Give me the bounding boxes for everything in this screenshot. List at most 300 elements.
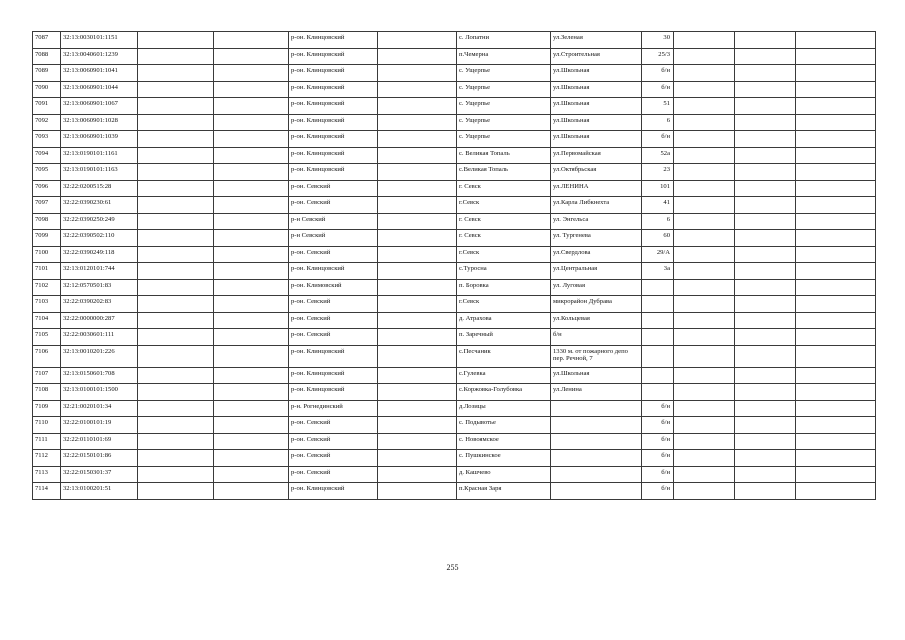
empty-cell xyxy=(214,296,289,313)
table-row xyxy=(33,48,876,65)
empty-cell xyxy=(735,312,796,329)
empty-cell xyxy=(674,279,735,296)
empty-cell xyxy=(735,263,796,280)
house-cell xyxy=(642,312,674,329)
locality-cell: п. Заречный xyxy=(457,329,551,346)
empty-cell xyxy=(735,48,796,65)
empty-cell xyxy=(214,65,289,82)
region-cell: р-н. Рогнединский xyxy=(289,400,378,417)
house-cell: б/н xyxy=(642,131,674,148)
region-cell: р-он. Клинцовский xyxy=(289,65,378,82)
empty-cell xyxy=(378,48,457,65)
house-cell: б/н xyxy=(642,400,674,417)
cadastral-number-cell: 32:22:0390249:118 xyxy=(61,246,138,263)
street-cell: ул.Школьная xyxy=(551,131,642,148)
empty-cell xyxy=(138,197,214,214)
empty-cell xyxy=(735,230,796,247)
empty-cell xyxy=(735,296,796,313)
empty-cell xyxy=(138,131,214,148)
house-cell: 29/А xyxy=(642,246,674,263)
row-number-cell: 7087 xyxy=(33,32,61,49)
empty-cell xyxy=(796,400,876,417)
empty-cell xyxy=(674,367,735,384)
empty-cell xyxy=(214,197,289,214)
empty-cell xyxy=(378,433,457,450)
empty-cell xyxy=(735,213,796,230)
cadastral-number-cell: 32:13:0060901:1041 xyxy=(61,65,138,82)
house-cell: б/н xyxy=(642,466,674,483)
locality-cell: п.Красная Заря xyxy=(457,483,551,500)
house-cell: 60 xyxy=(642,230,674,247)
cadastral-number-cell: 32:21:0020101:34 xyxy=(61,400,138,417)
empty-cell xyxy=(138,98,214,115)
empty-cell xyxy=(674,345,735,367)
empty-cell xyxy=(138,246,214,263)
empty-cell xyxy=(378,279,457,296)
locality-cell: д. Атрахова xyxy=(457,312,551,329)
cadastral-number-cell: 32:22:0390230:61 xyxy=(61,197,138,214)
empty-cell xyxy=(214,230,289,247)
empty-cell xyxy=(378,329,457,346)
empty-cell xyxy=(796,65,876,82)
empty-cell xyxy=(138,230,214,247)
empty-cell xyxy=(214,114,289,131)
table-row xyxy=(33,164,876,181)
cadastral-number-cell: 32:13:0100201:51 xyxy=(61,483,138,500)
cadastral-number-cell: 32:12:0570501:83 xyxy=(61,279,138,296)
empty-cell xyxy=(138,147,214,164)
empty-cell xyxy=(138,65,214,82)
empty-cell xyxy=(796,164,876,181)
table-row xyxy=(33,98,876,115)
empty-cell xyxy=(378,400,457,417)
region-cell: р-он. Клинцовский xyxy=(289,147,378,164)
row-number-cell: 7111 xyxy=(33,433,61,450)
empty-cell xyxy=(674,230,735,247)
empty-cell xyxy=(674,263,735,280)
empty-cell xyxy=(214,279,289,296)
empty-cell xyxy=(214,433,289,450)
cadastral-number-cell: 32:13:0100101:1500 xyxy=(61,384,138,401)
empty-cell xyxy=(378,296,457,313)
house-cell: 41 xyxy=(642,197,674,214)
empty-cell xyxy=(735,433,796,450)
row-number-cell: 7090 xyxy=(33,81,61,98)
empty-cell xyxy=(735,400,796,417)
cadastral-number-cell: 32:13:0040601:1239 xyxy=(61,48,138,65)
house-cell xyxy=(642,384,674,401)
house-cell: 52а xyxy=(642,147,674,164)
street-cell: микрорайон Дубрава xyxy=(551,296,642,313)
row-number-cell: 7114 xyxy=(33,483,61,500)
empty-cell xyxy=(674,65,735,82)
house-cell: б/н xyxy=(642,65,674,82)
empty-cell xyxy=(735,279,796,296)
empty-cell xyxy=(214,213,289,230)
empty-cell xyxy=(138,180,214,197)
empty-cell xyxy=(378,230,457,247)
empty-cell xyxy=(674,197,735,214)
row-number-cell: 7107 xyxy=(33,367,61,384)
empty-cell xyxy=(796,296,876,313)
house-cell: 6 xyxy=(642,114,674,131)
locality-cell: с. Ущерпье xyxy=(457,131,551,148)
empty-cell xyxy=(378,114,457,131)
empty-cell xyxy=(796,417,876,434)
street-cell: ул.Школьная xyxy=(551,114,642,131)
empty-cell xyxy=(378,312,457,329)
empty-cell xyxy=(735,246,796,263)
empty-cell xyxy=(214,164,289,181)
empty-cell xyxy=(378,32,457,49)
empty-cell xyxy=(735,98,796,115)
table-row xyxy=(33,197,876,214)
house-cell: б/н xyxy=(642,483,674,500)
region-cell: р-он. Клинцовский xyxy=(289,367,378,384)
street-cell: ул.Первомайская xyxy=(551,147,642,164)
cadastral-number-cell: 32:22:0390502:110 xyxy=(61,230,138,247)
cadastral-number-cell: 32:13:0190101:1161 xyxy=(61,147,138,164)
cadastral-number-cell: 32:22:0110101:69 xyxy=(61,433,138,450)
cadastral-number-cell: 32:22:0100101:19 xyxy=(61,417,138,434)
empty-cell xyxy=(138,400,214,417)
table-row xyxy=(33,400,876,417)
empty-cell xyxy=(214,48,289,65)
region-cell: р-он. Клинцовский xyxy=(289,114,378,131)
empty-cell xyxy=(735,466,796,483)
empty-cell xyxy=(796,367,876,384)
locality-cell: с. Ущерпье xyxy=(457,98,551,115)
locality-cell: с. Ущерпье xyxy=(457,81,551,98)
row-number-cell: 7099 xyxy=(33,230,61,247)
empty-cell xyxy=(674,417,735,434)
locality-cell: с. Великая Топаль xyxy=(457,147,551,164)
empty-cell xyxy=(796,230,876,247)
region-cell: р-он. Севский xyxy=(289,466,378,483)
row-number-cell: 7095 xyxy=(33,164,61,181)
cadastral-number-cell: 32:22:0200515:28 xyxy=(61,180,138,197)
street-cell: 1330 м. от пожарного депо пер. Речной, 7 xyxy=(551,345,642,367)
empty-cell xyxy=(138,345,214,367)
region-cell: р-он. Севский xyxy=(289,450,378,467)
empty-cell xyxy=(378,213,457,230)
empty-cell xyxy=(735,329,796,346)
table-row xyxy=(33,312,876,329)
empty-cell xyxy=(735,180,796,197)
street-cell xyxy=(551,400,642,417)
row-number-cell: 7089 xyxy=(33,65,61,82)
region-cell: р-он. Клинцовский xyxy=(289,98,378,115)
locality-cell: г. Севск xyxy=(457,180,551,197)
region-cell: р-он. Климовский xyxy=(289,279,378,296)
empty-cell xyxy=(378,263,457,280)
table-row xyxy=(33,483,876,500)
empty-cell xyxy=(735,367,796,384)
house-cell xyxy=(642,367,674,384)
region-cell: р-он. Севский xyxy=(289,417,378,434)
street-cell: ул.Зеленая xyxy=(551,32,642,49)
table-row xyxy=(33,180,876,197)
empty-cell xyxy=(796,48,876,65)
empty-cell xyxy=(138,367,214,384)
locality-cell: г. Севск xyxy=(457,230,551,247)
house-cell: б/н xyxy=(642,433,674,450)
locality-cell: с. Новоямское xyxy=(457,433,551,450)
locality-cell: с. Подывотье xyxy=(457,417,551,434)
row-number-cell: 7091 xyxy=(33,98,61,115)
house-cell: б/н xyxy=(642,417,674,434)
empty-cell xyxy=(378,147,457,164)
empty-cell xyxy=(378,180,457,197)
table-row xyxy=(33,417,876,434)
locality-cell: д.Лозицы xyxy=(457,400,551,417)
empty-cell xyxy=(796,329,876,346)
empty-cell xyxy=(796,263,876,280)
empty-cell xyxy=(796,312,876,329)
empty-cell xyxy=(674,81,735,98)
cadastral-number-cell: 32:13:0060901:1044 xyxy=(61,81,138,98)
region-cell: р-он. Клинцовский xyxy=(289,345,378,367)
empty-cell xyxy=(735,32,796,49)
row-number-cell: 7088 xyxy=(33,48,61,65)
region-cell: р-он. Клинцовский xyxy=(289,32,378,49)
empty-cell xyxy=(796,450,876,467)
table-row xyxy=(33,81,876,98)
empty-cell xyxy=(674,450,735,467)
locality-cell: с.Туросна xyxy=(457,263,551,280)
locality-cell: г.Севск xyxy=(457,246,551,263)
street-cell: ул.ЛЕНИНА xyxy=(551,180,642,197)
empty-cell xyxy=(138,263,214,280)
empty-cell xyxy=(214,367,289,384)
locality-cell: с.Великая Топаль xyxy=(457,164,551,181)
empty-cell xyxy=(674,400,735,417)
house-cell: 101 xyxy=(642,180,674,197)
locality-cell: с. Ущерпье xyxy=(457,114,551,131)
street-cell: ул.Свердлова xyxy=(551,246,642,263)
empty-cell xyxy=(138,433,214,450)
table-row xyxy=(33,384,876,401)
empty-cell xyxy=(674,98,735,115)
empty-cell xyxy=(214,345,289,367)
row-number-cell: 7109 xyxy=(33,400,61,417)
house-cell: б/н xyxy=(642,450,674,467)
empty-cell xyxy=(796,213,876,230)
cadastral-number-cell: 32:13:0060901:1067 xyxy=(61,98,138,115)
street-cell: ул.Школьная xyxy=(551,81,642,98)
house-cell: б/н xyxy=(642,81,674,98)
region-cell: р-он. Севский xyxy=(289,433,378,450)
locality-cell: г. Севск xyxy=(457,213,551,230)
house-cell xyxy=(642,279,674,296)
empty-cell xyxy=(138,312,214,329)
cadastral-number-cell: 32:22:0150301:37 xyxy=(61,466,138,483)
empty-cell xyxy=(214,400,289,417)
region-cell: р-он. Клинцовский xyxy=(289,131,378,148)
row-number-cell: 7106 xyxy=(33,345,61,367)
table-row xyxy=(33,345,876,367)
empty-cell xyxy=(796,131,876,148)
empty-cell xyxy=(674,433,735,450)
table-row xyxy=(33,466,876,483)
cadastral-number-cell: 32:13:0150601:708 xyxy=(61,367,138,384)
empty-cell xyxy=(674,246,735,263)
empty-cell xyxy=(674,147,735,164)
empty-cell xyxy=(214,329,289,346)
empty-cell xyxy=(796,32,876,49)
empty-cell xyxy=(138,114,214,131)
empty-cell xyxy=(378,197,457,214)
table-row xyxy=(33,230,876,247)
house-cell xyxy=(642,296,674,313)
empty-cell xyxy=(138,48,214,65)
region-cell: р-он. Севский xyxy=(289,246,378,263)
region-cell: р-он. Севский xyxy=(289,197,378,214)
empty-cell xyxy=(735,65,796,82)
empty-cell xyxy=(674,180,735,197)
empty-cell xyxy=(735,131,796,148)
street-cell: ул. Энгельса xyxy=(551,213,642,230)
street-cell: ул.Карла Либкнехта xyxy=(551,197,642,214)
house-cell: 51 xyxy=(642,98,674,115)
row-number-cell: 7097 xyxy=(33,197,61,214)
locality-cell: с. Ущерпье xyxy=(457,65,551,82)
table-row xyxy=(33,279,876,296)
empty-cell xyxy=(796,98,876,115)
table-row xyxy=(33,114,876,131)
street-cell: б/н xyxy=(551,329,642,346)
empty-cell xyxy=(214,98,289,115)
cadastral-number-cell: 32:13:0060901:1028 xyxy=(61,114,138,131)
street-cell: ул.Школьная xyxy=(551,65,642,82)
empty-cell xyxy=(138,32,214,49)
row-number-cell: 7101 xyxy=(33,263,61,280)
empty-cell xyxy=(796,483,876,500)
empty-cell xyxy=(138,384,214,401)
empty-cell xyxy=(378,345,457,367)
house-cell xyxy=(642,345,674,367)
locality-cell: с.Коржовка-Голубовка xyxy=(457,384,551,401)
empty-cell xyxy=(378,384,457,401)
empty-cell xyxy=(214,32,289,49)
row-number-cell: 7100 xyxy=(33,246,61,263)
street-cell: ул.Школьная xyxy=(551,98,642,115)
empty-cell xyxy=(214,466,289,483)
empty-cell xyxy=(138,213,214,230)
empty-cell xyxy=(796,147,876,164)
empty-cell xyxy=(138,466,214,483)
region-cell: р-он. Севский xyxy=(289,312,378,329)
empty-cell xyxy=(378,246,457,263)
row-number-cell: 7102 xyxy=(33,279,61,296)
street-cell xyxy=(551,417,642,434)
empty-cell xyxy=(138,81,214,98)
street-cell: ул. Луговая xyxy=(551,279,642,296)
empty-cell xyxy=(214,147,289,164)
region-cell: р-он. Клинцовский xyxy=(289,81,378,98)
table-row xyxy=(33,450,876,467)
cadastral-number-cell: 32:22:0390250:249 xyxy=(61,213,138,230)
region-cell: р-он. Клинцовский xyxy=(289,263,378,280)
empty-cell xyxy=(735,384,796,401)
empty-cell xyxy=(735,197,796,214)
region-cell: р-он. Севский xyxy=(289,329,378,346)
cadastral-number-cell: 32:13:0030101:1151 xyxy=(61,32,138,49)
locality-cell: г.Севск xyxy=(457,296,551,313)
table-row xyxy=(33,367,876,384)
table-row xyxy=(33,32,876,49)
locality-cell: г.Севск xyxy=(457,197,551,214)
cadastral-number-cell: 32:22:0000000:287 xyxy=(61,312,138,329)
cadastral-number-cell: 32:22:0390202:83 xyxy=(61,296,138,313)
row-number-cell: 7112 xyxy=(33,450,61,467)
empty-cell xyxy=(214,180,289,197)
house-cell xyxy=(642,329,674,346)
empty-cell xyxy=(378,466,457,483)
empty-cell xyxy=(735,164,796,181)
empty-cell xyxy=(214,246,289,263)
empty-cell xyxy=(796,197,876,214)
empty-cell xyxy=(796,279,876,296)
cadastral-number-cell: 32:13:0010201:226 xyxy=(61,345,138,367)
property-registry-table xyxy=(32,31,876,500)
empty-cell xyxy=(214,483,289,500)
empty-cell xyxy=(735,147,796,164)
page-number: 255 xyxy=(446,563,459,572)
locality-cell: п.Чемерна xyxy=(457,48,551,65)
street-cell: ул.Октябрьская xyxy=(551,164,642,181)
empty-cell xyxy=(735,345,796,367)
table-row xyxy=(33,147,876,164)
street-cell: ул.Ленина xyxy=(551,384,642,401)
empty-cell xyxy=(674,213,735,230)
table-row xyxy=(33,246,876,263)
street-cell: ул.Школьная xyxy=(551,367,642,384)
cadastral-number-cell: 32:22:0030601:111 xyxy=(61,329,138,346)
empty-cell xyxy=(138,483,214,500)
empty-cell xyxy=(674,48,735,65)
street-cell: ул.Строительная xyxy=(551,48,642,65)
empty-cell xyxy=(378,98,457,115)
table-row xyxy=(33,213,876,230)
row-number-cell: 7092 xyxy=(33,114,61,131)
empty-cell xyxy=(674,114,735,131)
empty-cell xyxy=(214,384,289,401)
empty-cell xyxy=(378,131,457,148)
empty-cell xyxy=(214,417,289,434)
empty-cell xyxy=(674,384,735,401)
region-cell: р-он. Севский xyxy=(289,180,378,197)
empty-cell xyxy=(138,296,214,313)
empty-cell xyxy=(378,483,457,500)
empty-cell xyxy=(796,114,876,131)
locality-cell: д. Кашчево xyxy=(457,466,551,483)
row-number-cell: 7098 xyxy=(33,213,61,230)
empty-cell xyxy=(674,131,735,148)
row-number-cell: 7110 xyxy=(33,417,61,434)
empty-cell xyxy=(735,114,796,131)
empty-cell xyxy=(674,164,735,181)
empty-cell xyxy=(796,384,876,401)
empty-cell xyxy=(796,466,876,483)
cadastral-number-cell: 32:22:0150101:86 xyxy=(61,450,138,467)
row-number-cell: 7108 xyxy=(33,384,61,401)
table-row xyxy=(33,131,876,148)
table-row xyxy=(33,263,876,280)
region-cell: р-н Севский xyxy=(289,230,378,247)
street-cell xyxy=(551,433,642,450)
house-cell: 6 xyxy=(642,213,674,230)
